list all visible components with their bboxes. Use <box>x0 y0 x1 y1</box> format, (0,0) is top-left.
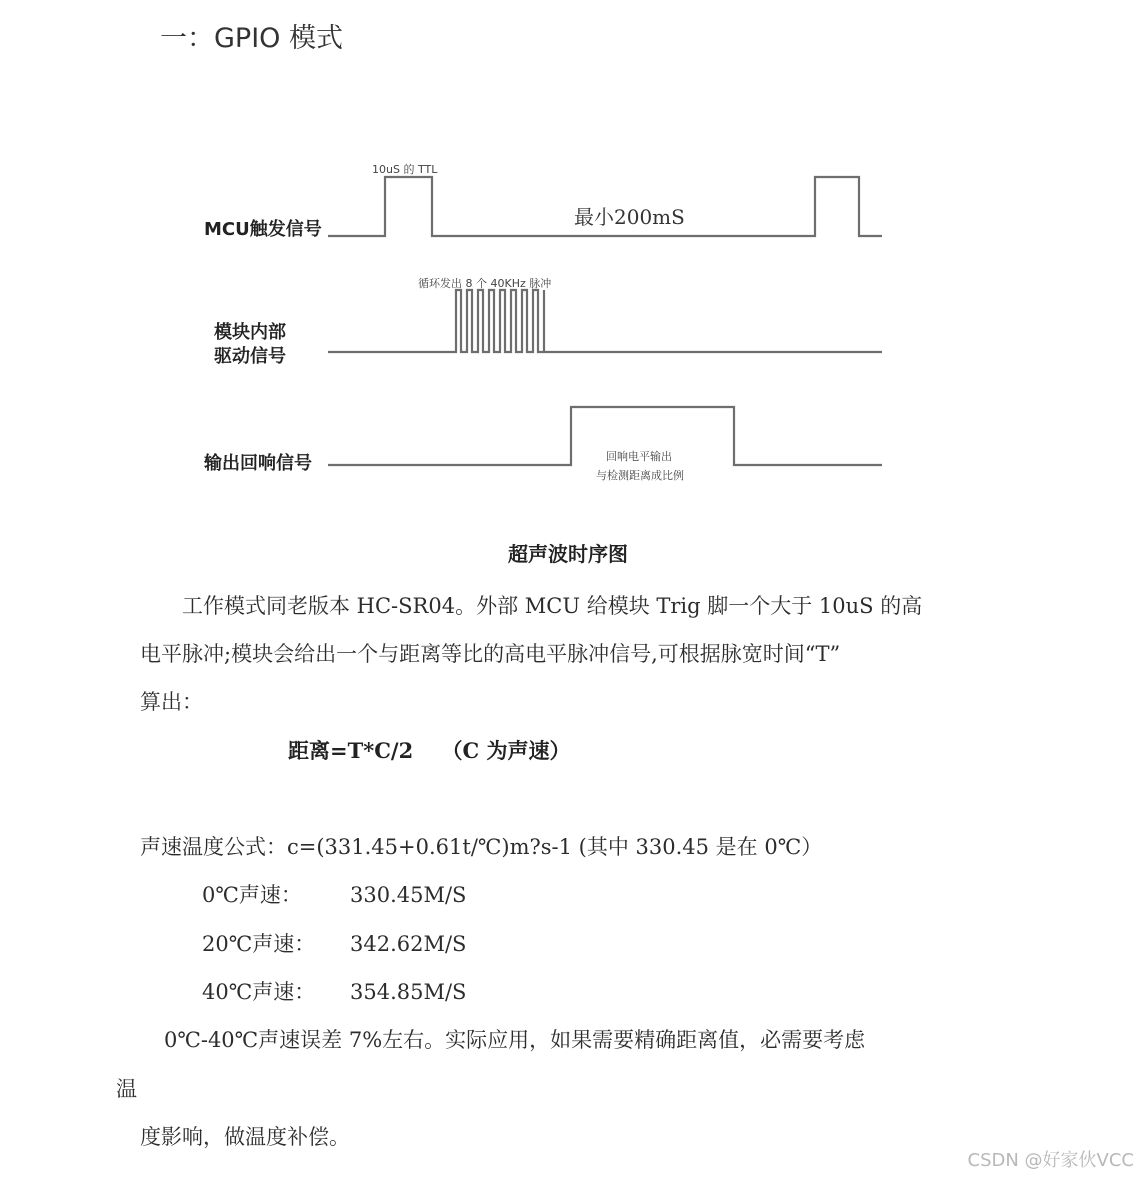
min-interval-annotation: 最小200mS <box>574 205 685 229</box>
distance-formula: 距离=T*C/2 （C 为声速） <box>288 738 571 763</box>
watermark: CSDN @好家伙VCC <box>967 1150 1134 1171</box>
speed-row <box>202 879 466 909</box>
signal-label-echo: 输出回响信号 <box>204 453 312 474</box>
speed-value: 354.85M/S <box>350 980 467 1004</box>
signal-label-drive-line2: 驱动信号 <box>214 346 286 367</box>
speed-row <box>202 976 466 1006</box>
figure-caption: 超声波时序图 <box>508 542 628 566</box>
paragraph-line: 算出： <box>140 690 203 714</box>
paragraph-line: 电平脉冲;模块会给出一个与距离等比的高电平脉冲信号,可根据脉宽时间“T” <box>140 642 841 666</box>
echo-annotation-line2: 与检测距离成比例 <box>596 469 684 482</box>
drive-waveform <box>328 290 882 352</box>
note-line: 0℃-40℃声速误差 7%左右。实际应用，如果需要精确距离值，必需要考虑 <box>164 1028 866 1052</box>
section-heading: 一：GPIO 模式 <box>160 23 344 54</box>
note-line: 度影响，做温度补偿。 <box>140 1125 350 1149</box>
pulse-train-annotation: 循环发出 8 个 40KHz 脉冲 <box>418 277 552 290</box>
speed-label: 0℃声速： <box>202 883 302 907</box>
echo-annotation-line1: 回响电平输出 <box>606 450 672 463</box>
speed-value: 330.45M/S <box>350 883 467 907</box>
speed-label: 20℃声速： <box>202 932 316 956</box>
note-line: 温 <box>116 1077 137 1101</box>
speed-value: 342.62M/S <box>350 932 467 956</box>
speed-row <box>202 928 466 958</box>
signal-label-trigger: MCU触发信号 <box>204 219 322 240</box>
speed-label: 40℃声速： <box>202 980 316 1004</box>
speed-temperature-formula: 声速温度公式：c=(331.45+0.61t/℃)m?s-1 (其中 330.45 是在 0℃） <box>140 835 823 859</box>
timing-diagram <box>0 0 1140 520</box>
paragraph-line: 工作模式同老版本 HC-SR04。外部 MCU 给模块 Trig 脚一个大于 10uS 的高 <box>182 594 923 618</box>
trigger-pulse-annotation: 10uS 的 TTL <box>372 163 438 176</box>
echo-waveform <box>328 407 882 465</box>
signal-label-drive-line1: 模块内部 <box>214 322 286 343</box>
